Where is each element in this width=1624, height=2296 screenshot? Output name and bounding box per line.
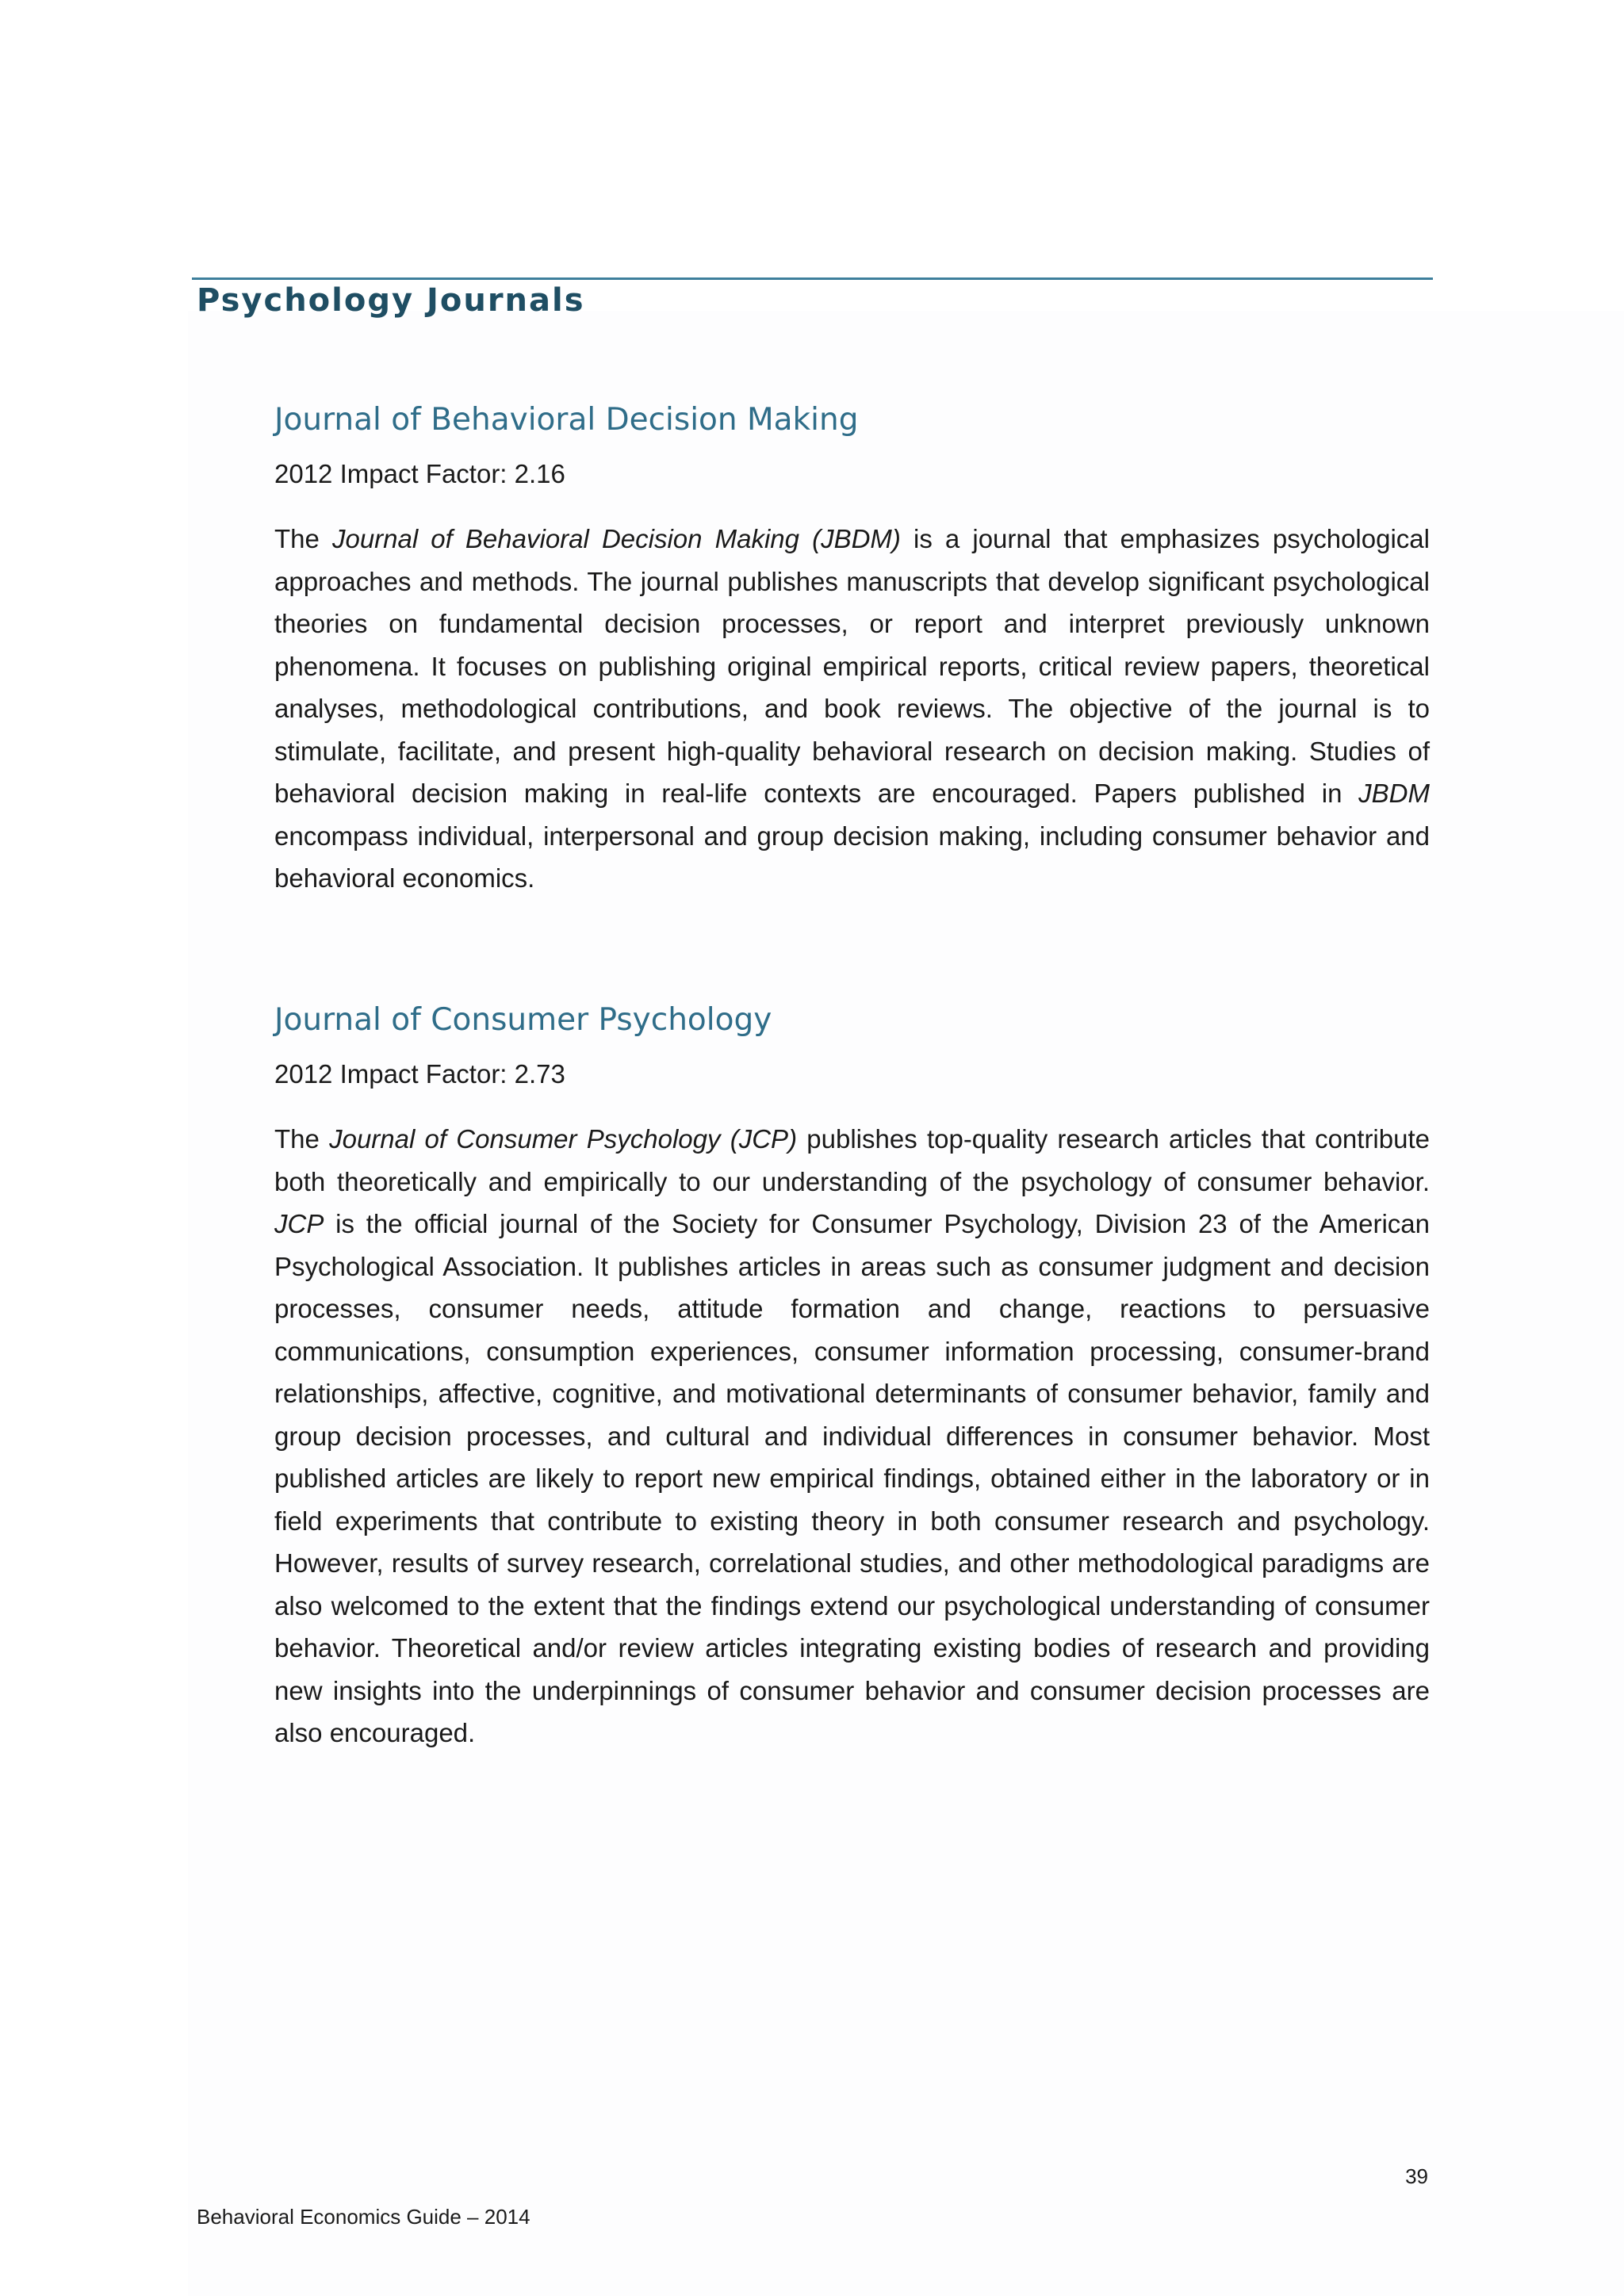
- impact-factor: 2012 Impact Factor: 2.16: [274, 459, 565, 488]
- desc-text: The: [274, 1124, 330, 1154]
- journal-description: [274, 1118, 1430, 1755]
- desc-text: publishes top-quality research articles that contribute both theoretically and empirically to our understanding of the psychology of consumer behavior.: [274, 1124, 1430, 1196]
- desc-italic-journal-name: Journal of Behavioral Decision Making (JBDM): [331, 524, 901, 553]
- journal-title: Journal of Behavioral Decision Making: [274, 402, 859, 438]
- page-number: 39: [1405, 2164, 1428, 2188]
- desc-italic-abbreviation: JBDM: [1358, 779, 1430, 808]
- desc-text: is a journal that emphasizes psychological approaches and methods. The journal publishes manuscripts that develop significant psychological theories on fundamental decision processes, or report and interpret previously unknown phenomena. It focuses on publishing original empirical reports, critical review papers, theoretical analyses, methodological contributions, and book reviews. The objective of the journal is to stimulate, facilitate, and present high-quality behavioral research on decision making. Studies of behavioral decision making in real-life contexts are encouraged. Papers published in: [274, 524, 1430, 808]
- journal-description: [274, 518, 1430, 900]
- desc-italic-journal-name: Journal of Consumer Psychology (JCP): [329, 1124, 798, 1154]
- section-rule: [192, 277, 1433, 280]
- desc-italic-abbreviation: JCP: [274, 1209, 324, 1238]
- desc-text: encompass individual, interpersonal and group decision making, including consumer behavior and behavioral economics.: [274, 821, 1430, 893]
- footer-text: Behavioral Economics Guide – 2014: [197, 2205, 530, 2229]
- desc-text: The: [274, 524, 332, 553]
- journal-entry-jcp: [274, 995, 1430, 1755]
- journal-entry-jbdm: [274, 395, 1430, 900]
- impact-factor: 2012 Impact Factor: 2.73: [274, 1059, 565, 1089]
- section-title: Psychology Journals: [197, 282, 585, 319]
- journal-title: Journal of Consumer Psychology: [274, 1002, 772, 1038]
- desc-text: is the official journal of the Society for Consumer Psychology, Division 23 of the American Psychological Association. It publishes articles in areas such as consumer judgment and decision processes, consumer needs, attitude formation and change, reactions to persuasive communications, consumption experiences, consumer information processing, consumer-brand relationships, affective, cognitive, and motivational determinants of consumer behavior, family and group decision processes, and cultural and individual differences in consumer behavior. Most published articles are likely to report new empirical findings, obtained either in the laboratory or in field experiments that contribute to existing theory in both consumer research and psychology. However, results of survey research, correlational studies, and other methodological paradigms are also welcomed to the extent that the findings extend our psychological understanding of consumer behavior. Theoretical and/or review articles integrating existing bodies of research and providing new insights into the underpinnings of consumer behavior and consumer decision processes are also encouraged.: [274, 1209, 1430, 1747]
